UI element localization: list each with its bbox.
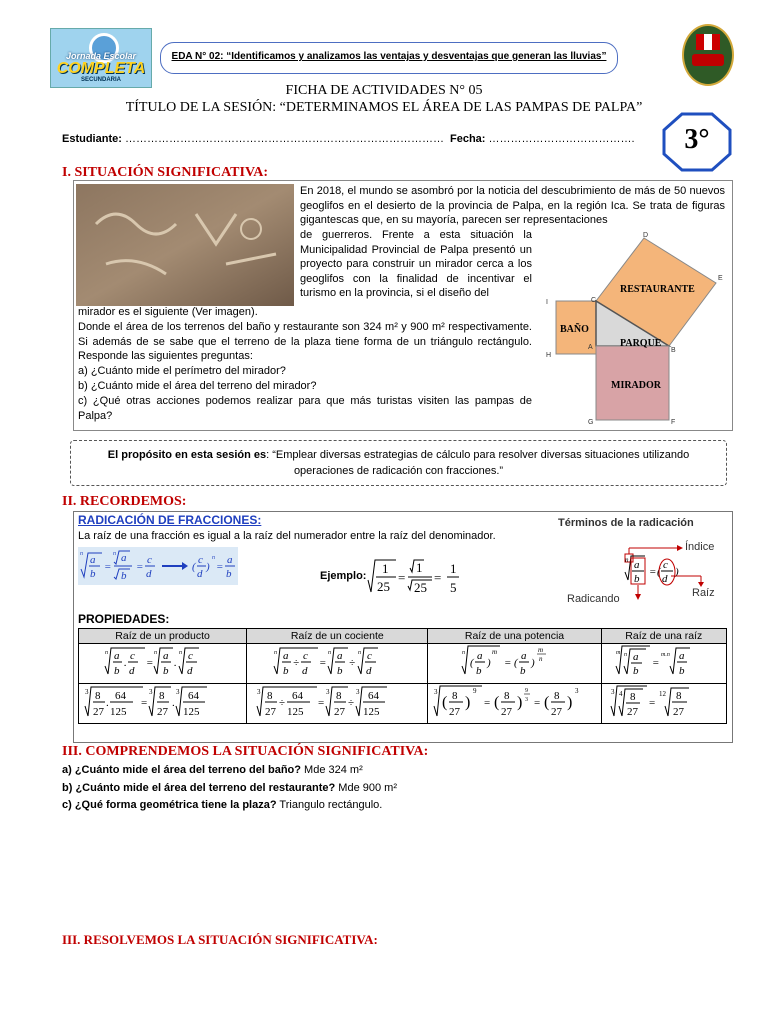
svg-text:3: 3 bbox=[610, 688, 615, 696]
svg-text:): ) bbox=[206, 561, 210, 573]
pt-f: F bbox=[671, 419, 676, 426]
svg-text:25: 25 bbox=[377, 579, 390, 594]
svg-text:b: b bbox=[632, 665, 639, 677]
svg-text:8: 8 bbox=[266, 690, 273, 702]
svg-text:64: 64 bbox=[114, 690, 126, 702]
svg-text:n: n bbox=[104, 650, 108, 656]
svg-text:d: d bbox=[128, 665, 135, 677]
svg-text:d: d bbox=[146, 568, 152, 580]
svg-text:125: 125 bbox=[286, 706, 304, 718]
svg-text:8: 8 bbox=[629, 691, 636, 703]
svg-text:=: = bbox=[534, 697, 541, 709]
svg-text:=: = bbox=[104, 561, 112, 573]
svg-text:=: = bbox=[216, 561, 224, 573]
crest-band bbox=[692, 54, 724, 66]
svg-text:=: = bbox=[503, 657, 511, 669]
pt-c: C bbox=[591, 297, 597, 304]
question-c: c) ¿Qué otras acciones podemos realizar para que más turistas visiten las pampas de Palpa? bbox=[78, 395, 532, 422]
question-a: a) ¿Cuánto mide el perímetro del mirador? bbox=[78, 365, 286, 377]
answer-c-value: Triangulo rectángulo. bbox=[276, 799, 383, 811]
svg-text:d: d bbox=[197, 568, 203, 580]
answer-b-question: b) ¿Cuánto mide el área del terreno del restaurante? bbox=[62, 782, 336, 794]
svg-text:): ) bbox=[465, 694, 471, 711]
svg-text:a: a bbox=[337, 650, 343, 662]
answer-c bbox=[62, 799, 382, 811]
svg-text:÷: ÷ bbox=[293, 657, 300, 669]
svg-text:c: c bbox=[303, 650, 309, 662]
svg-text:b: b bbox=[337, 665, 343, 677]
situation-text-top: En 2018, el mundo se asombró por la noticia del descubrimiento de más de 50 nuevos geoglifos en el desierto de la provincia de Palpa, en la región Ica. Se trata de figuras gigantescas que, en su mayoría, parecen ser representaciones bbox=[300, 185, 725, 226]
svg-text:a: a bbox=[632, 651, 639, 663]
svg-text:8: 8 bbox=[675, 690, 682, 702]
formula-producto bbox=[79, 644, 247, 684]
svg-text:b: b bbox=[283, 665, 289, 677]
student-line bbox=[62, 133, 444, 145]
svg-text:m: m bbox=[491, 648, 497, 656]
svg-text:b: b bbox=[519, 665, 525, 677]
svg-text:125: 125 bbox=[109, 706, 127, 718]
svg-text:÷: ÷ bbox=[347, 697, 354, 709]
svg-text:b: b bbox=[226, 568, 232, 580]
pt-e: E bbox=[718, 275, 723, 282]
svg-text:125: 125 bbox=[362, 706, 380, 718]
svg-text:27: 27 bbox=[501, 706, 512, 718]
svg-text:1: 1 bbox=[450, 561, 457, 576]
svg-text:b: b bbox=[90, 568, 96, 580]
svg-text:27: 27 bbox=[156, 706, 168, 718]
svg-text:5: 5 bbox=[450, 580, 457, 595]
svg-text:a: a bbox=[283, 650, 289, 662]
eda-title bbox=[160, 42, 618, 74]
svg-text:b: b bbox=[113, 665, 120, 677]
radicacion-heading: RADICACIÓN DE FRACCIONES: bbox=[78, 513, 262, 527]
answer-b-value: Mde 900 m² bbox=[335, 782, 397, 794]
bano-label: BAÑO bbox=[560, 324, 589, 335]
raiz-label: Raíz bbox=[692, 587, 715, 599]
pt-h: H bbox=[546, 352, 552, 359]
svg-text:8: 8 bbox=[94, 690, 101, 702]
date-line bbox=[450, 133, 635, 145]
svg-text:=: = bbox=[484, 697, 491, 709]
terms-title: Términos de la radicación bbox=[558, 517, 694, 529]
svg-text:n: n bbox=[80, 551, 83, 557]
purpose-box bbox=[70, 440, 727, 486]
formula-potencia bbox=[428, 644, 601, 684]
svg-text:c: c bbox=[147, 554, 152, 566]
answer-a bbox=[62, 764, 363, 776]
svg-text:.: . bbox=[123, 657, 127, 669]
svg-text:): ) bbox=[567, 694, 573, 711]
formula-cociente bbox=[247, 644, 428, 684]
section4-heading: III. RESOLVEMOS LA SITUACIÓN SIGNIFICATIVA: bbox=[62, 932, 378, 947]
logo-line1: Jornada Escolar bbox=[65, 51, 137, 61]
svg-text:.: . bbox=[105, 697, 109, 709]
svg-text:(: ( bbox=[442, 694, 448, 711]
svg-text:): ) bbox=[486, 657, 491, 669]
ficha-title: FICHA DE ACTIVIDADES N° 05 bbox=[285, 83, 483, 98]
svg-text:3: 3 bbox=[148, 688, 153, 696]
eda-title-text: EDA N° 02: “Identificamos y analizamos las ventajas y desventajas que generan las lluvias” bbox=[171, 51, 607, 62]
svg-text:b: b bbox=[162, 665, 169, 677]
svg-text:3: 3 bbox=[575, 687, 579, 695]
answer-a-value: Mde 324 m² bbox=[301, 764, 363, 776]
col-raiz: Raíz de una raíz bbox=[601, 629, 726, 644]
school-crest bbox=[682, 24, 734, 86]
svg-text:125: 125 bbox=[182, 706, 200, 718]
svg-text:.: . bbox=[171, 697, 175, 709]
logo-line2: COMPLETA bbox=[56, 60, 146, 77]
svg-text:a: a bbox=[90, 554, 96, 566]
svg-text:27: 27 bbox=[626, 706, 638, 718]
svg-text:64: 64 bbox=[187, 690, 199, 702]
radicando-label: Radicando bbox=[567, 593, 620, 605]
pt-i: I bbox=[546, 299, 548, 306]
example-cociente bbox=[247, 684, 428, 724]
svg-text:(: ( bbox=[469, 657, 474, 669]
indice-label: Índice bbox=[685, 541, 715, 553]
situation-text-bottom2: Donde el área de los terrenos del baño y restaurante son 324 m² y 900 m² respectivamente. Si además de se sabe que el terreno de la plaza tiene forma de un triángulo rectángulo. Responde las siguientes preguntas: bbox=[78, 321, 532, 362]
svg-text:8: 8 bbox=[335, 690, 342, 702]
svg-text:25: 25 bbox=[414, 580, 427, 595]
svg-text:n: n bbox=[113, 551, 116, 557]
svg-text:d: d bbox=[302, 665, 308, 677]
svg-text:n: n bbox=[538, 655, 542, 663]
situation-text-mid: de guerreros. Frente a esta situación la Municipalidad Provincial de Palpa presentó un proyecto para construir un mirador cerca a los geoglifos con la finalidad de incentivar el turismo en la provincia, si el diseño del bbox=[300, 229, 532, 299]
svg-text:n: n bbox=[328, 650, 332, 656]
student-label: Estudiante: bbox=[62, 133, 122, 145]
svg-text:a: a bbox=[227, 554, 233, 566]
svg-text:n: n bbox=[153, 650, 157, 656]
session-title: TÍTULO DE LA SESIÓN: “DETERMINAMOS EL ÁREA DE LAS PAMPAS DE PALPA” bbox=[125, 100, 643, 115]
svg-text:(: ( bbox=[494, 694, 500, 711]
restaurante-label: RESTAURANTE bbox=[620, 284, 695, 295]
svg-text:4: 4 bbox=[618, 690, 623, 698]
svg-text:3: 3 bbox=[175, 688, 180, 696]
svg-text:(: ( bbox=[513, 657, 518, 669]
svg-text:12: 12 bbox=[658, 690, 666, 698]
jec-logo bbox=[50, 28, 152, 88]
svg-text:8: 8 bbox=[504, 690, 510, 702]
svg-text:64: 64 bbox=[291, 690, 303, 702]
svg-text:8: 8 bbox=[452, 690, 458, 702]
svg-text:=: = bbox=[136, 561, 144, 573]
pt-d: D bbox=[643, 232, 649, 239]
svg-text:): ) bbox=[675, 566, 679, 578]
example-raiz-raiz bbox=[601, 684, 726, 724]
svg-text:n: n bbox=[461, 650, 465, 656]
formula-box bbox=[78, 547, 238, 585]
svg-text:9: 9 bbox=[473, 687, 477, 695]
svg-text:a: a bbox=[678, 650, 685, 662]
svg-text:): ) bbox=[530, 657, 535, 669]
svg-text:b: b bbox=[634, 573, 640, 585]
svg-text:=: = bbox=[649, 566, 657, 578]
svg-text:=: = bbox=[319, 657, 327, 669]
svg-text:27: 27 bbox=[92, 706, 104, 718]
svg-text:m: m bbox=[615, 650, 621, 656]
svg-text:27: 27 bbox=[264, 706, 276, 718]
propiedades-label: PROPIEDADES: bbox=[78, 612, 170, 626]
svg-text:=: = bbox=[648, 697, 656, 709]
svg-text:a: a bbox=[113, 650, 120, 662]
pt-b: B bbox=[671, 347, 676, 354]
svg-text:3: 3 bbox=[434, 688, 438, 696]
answer-c-question: c) ¿Qué forma geométrica tiene la plaza? bbox=[62, 799, 277, 811]
geoglyph-photo bbox=[76, 184, 294, 306]
example-producto bbox=[79, 684, 247, 724]
svg-text:m.n: m.n bbox=[660, 652, 670, 658]
svg-text:a: a bbox=[634, 559, 640, 571]
radicacion-rule: La raíz de una fracción es igual a la raíz del numerador entre la raíz del denominador. bbox=[78, 530, 496, 542]
section1-heading: I. SITUACIÓN SIGNIFICATIVA: bbox=[62, 165, 269, 180]
answer-b bbox=[62, 782, 397, 794]
col-producto: Raíz de un producto bbox=[79, 629, 247, 644]
svg-text:=: = bbox=[140, 697, 147, 709]
svg-text:8: 8 bbox=[158, 690, 165, 702]
svg-text:c: c bbox=[367, 650, 373, 662]
svg-text:c: c bbox=[129, 650, 135, 662]
situation-text-bottom1: mirador es el siguiente (Ver imagen). bbox=[78, 306, 258, 318]
svg-text:3: 3 bbox=[256, 688, 261, 696]
svg-text:(: ( bbox=[657, 566, 661, 578]
svg-text:27: 27 bbox=[551, 706, 562, 718]
svg-text:=: = bbox=[398, 570, 406, 585]
svg-text:c: c bbox=[663, 559, 668, 571]
svg-text:=: = bbox=[651, 657, 660, 669]
svg-text:a: a bbox=[162, 650, 169, 662]
svg-text:1: 1 bbox=[382, 561, 389, 576]
date-label: Fecha: bbox=[450, 133, 486, 145]
svg-text:n: n bbox=[212, 555, 215, 561]
svg-text:3: 3 bbox=[355, 688, 360, 696]
flag-icon bbox=[696, 34, 720, 50]
logo-line3: SECUNDARIA bbox=[80, 77, 121, 83]
col-potencia: Raíz de una potencia bbox=[428, 629, 601, 644]
fraction-rule-formula bbox=[78, 547, 238, 585]
properties-table bbox=[78, 628, 727, 724]
grade-label: 3° bbox=[684, 124, 710, 155]
svg-text:27: 27 bbox=[672, 706, 684, 718]
ejemplo-formula bbox=[366, 556, 466, 598]
date-blank: …………………………………. bbox=[488, 133, 635, 145]
col-cociente: Raíz de un cociente bbox=[247, 629, 428, 644]
svg-text:n: n bbox=[178, 650, 182, 656]
svg-text:n: n bbox=[623, 652, 627, 658]
pt-a: A bbox=[588, 344, 593, 351]
answer-a-question: a) ¿Cuánto mide el área del terreno del baño? bbox=[62, 764, 301, 776]
svg-text:b: b bbox=[475, 665, 481, 677]
parque-label: PARQUE bbox=[620, 338, 662, 349]
svg-text:b: b bbox=[121, 570, 127, 582]
svg-text:9: 9 bbox=[525, 688, 528, 694]
svg-text:d: d bbox=[366, 665, 372, 677]
svg-text:n: n bbox=[358, 650, 362, 656]
section2-heading: II. RECORDEMOS: bbox=[62, 494, 187, 509]
svg-text:(: ( bbox=[192, 561, 196, 573]
svg-text:27: 27 bbox=[449, 706, 460, 718]
mirador-label: MIRADOR bbox=[611, 380, 661, 391]
svg-text:a: a bbox=[520, 650, 526, 662]
svg-text:.: . bbox=[173, 657, 177, 669]
svg-text:n: n bbox=[625, 556, 629, 564]
svg-text:a: a bbox=[476, 650, 482, 662]
pt-g: G bbox=[588, 419, 594, 426]
svg-text:8: 8 bbox=[554, 690, 560, 702]
svg-text:): ) bbox=[517, 694, 523, 711]
svg-text:b: b bbox=[678, 665, 685, 677]
svg-text:3: 3 bbox=[525, 697, 528, 703]
ejemplo-label: Ejemplo: bbox=[320, 570, 367, 582]
svg-text:27: 27 bbox=[333, 706, 345, 718]
svg-text:n: n bbox=[274, 650, 278, 656]
svg-text:3: 3 bbox=[325, 688, 330, 696]
purpose-text: : “Emplear diversas estrategias de cálculo para resolver diversas situaciones utilizando operaciones de radicación con fracciones.” bbox=[266, 449, 690, 477]
svg-text:c: c bbox=[187, 650, 193, 662]
svg-text:d: d bbox=[662, 573, 668, 585]
formula-raiz-raiz bbox=[601, 644, 726, 684]
svg-text:64: 64 bbox=[367, 690, 379, 702]
svg-text:3: 3 bbox=[84, 688, 89, 696]
svg-text:d: d bbox=[186, 665, 193, 677]
svg-text:1: 1 bbox=[416, 560, 423, 575]
question-b: b) ¿Cuánto mide el área del terreno del mirador? bbox=[78, 380, 317, 392]
student-blank: …………………………………………………………………………… bbox=[124, 133, 444, 145]
purpose-label: El propósito en esta sesión es bbox=[107, 449, 267, 461]
svg-text:a: a bbox=[121, 552, 127, 564]
svg-text:=: = bbox=[145, 657, 154, 669]
example-potencia bbox=[428, 684, 601, 724]
svg-text:(: ( bbox=[544, 694, 550, 711]
svg-text:=: = bbox=[317, 697, 325, 709]
svg-text:=: = bbox=[434, 570, 442, 585]
svg-text:÷: ÷ bbox=[349, 657, 356, 669]
section3-heading: III. COMPRENDEMOS LA SITUACIÓN SIGNIFICATIVA: bbox=[62, 744, 429, 759]
svg-text:c: c bbox=[198, 554, 203, 566]
svg-text:÷: ÷ bbox=[278, 697, 285, 709]
svg-text:m: m bbox=[537, 646, 543, 654]
